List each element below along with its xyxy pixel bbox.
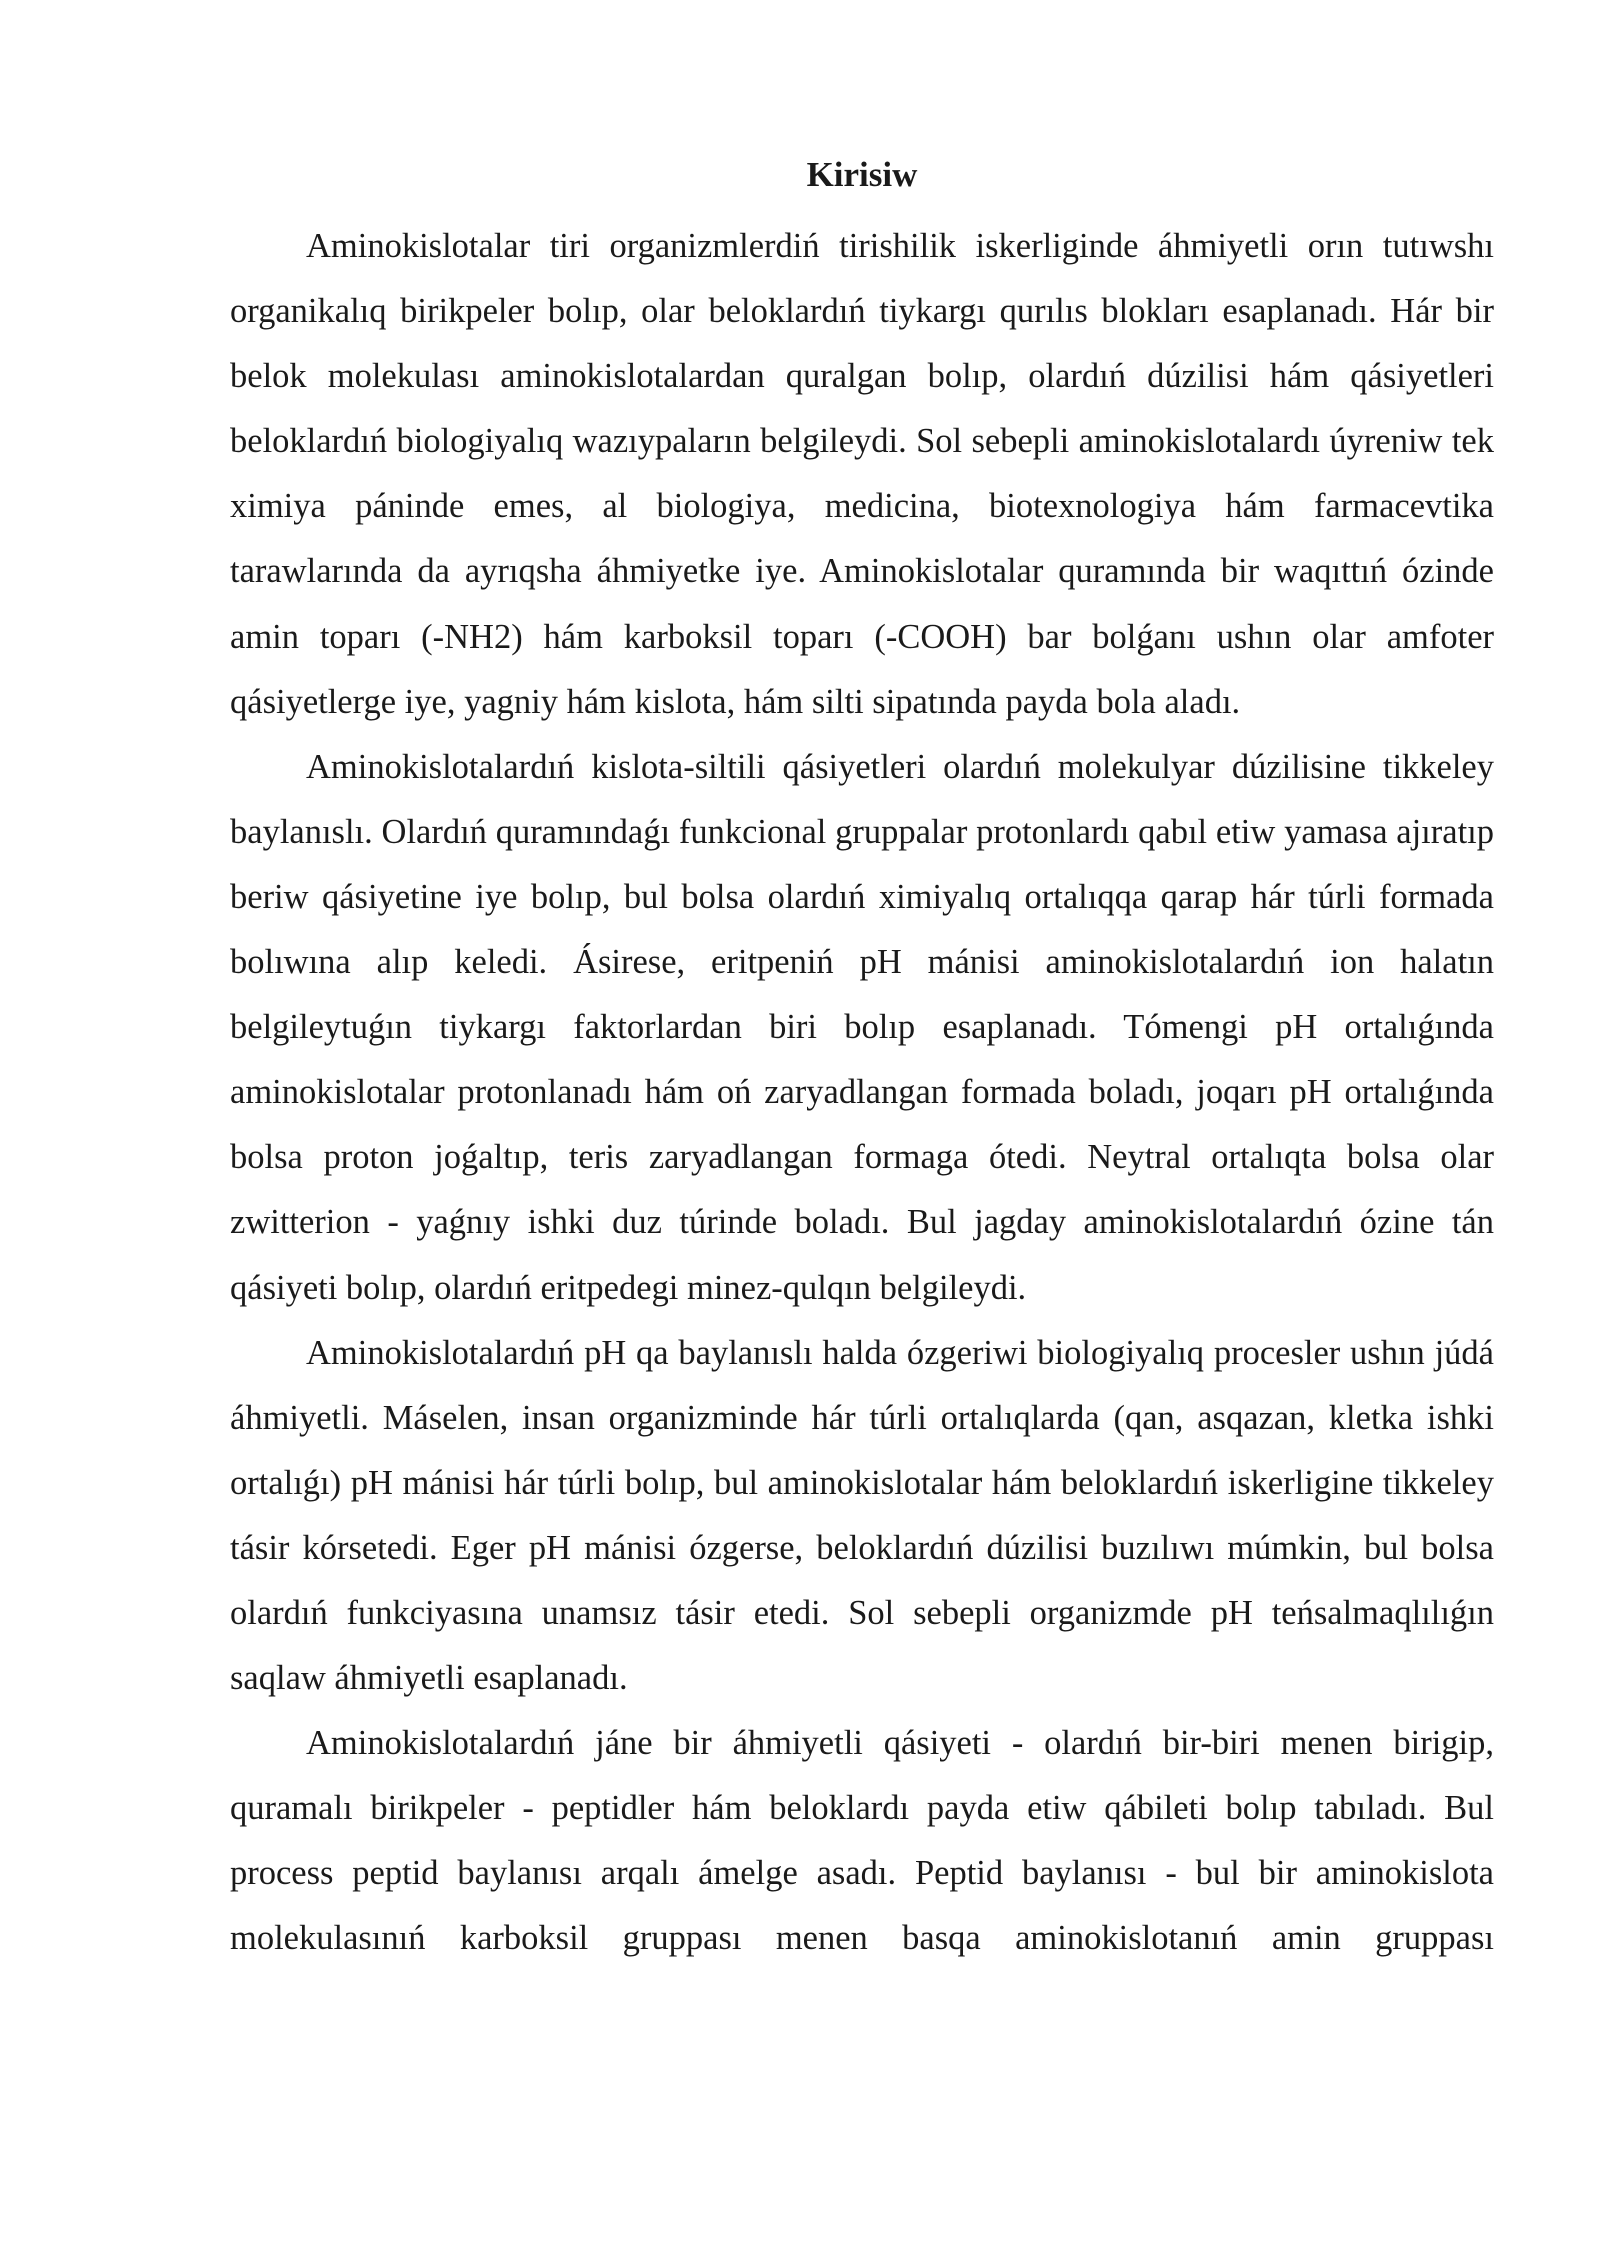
document-body xyxy=(230,214,1494,1972)
paragraph-3: Aminokislotalardıń pH qa baylanıslı halda ózgeriwi biologiyalıq procesler ushın júdá áhmiyetli. Máselen, insan organizminde hár túrli ortalıqlarda (qan, asqazan, kletka ishki ortalıǵı) pH mánisi hár túrli bolıp, bul aminokislotalar hám beloklardıń iskerligine tikkeley tásir kórsetedi. Eger pH mánisi ózgerse, beloklardıń dúzilisi buzılıwı múmkin, bul bolsa olardıń funkciyasına unamsız tásir etedi. Sol sebepli organizmde pH teńsalmaqlılıǵın saqlaw áhmiyetli esaplanadı. xyxy=(230,1333,1494,1698)
paragraph-2: Aminokislotalardıń kislota-siltili qásiyetleri olardıń molekulyar dúzilisine tikkeley baylanıslı. Olardıń quramındaǵı funkcional gruppalar protonlardı qabıl etiw yamasa ajıratıp beriw qásiyetine iye bolıp, bul bolsa olardıń ximiyalıq ortalıqqa qarap hár túrli formada bolıwına alıp keledi. Ásirese, eritpeniń pH mánisi aminokislotalardıń ion halatın belgileytuǵın tiykargı faktorlardan biri bolıp esaplanadı. Tómengi pH ortalıǵında aminokislotalar protonlanadı hám oń zaryadlangan formada boladı, joqarı pH ortalıǵında bolsa proton joǵaltıp, teris zaryadlangan formaga ótedi. Neytral ortalıqta bolsa olar zwitterion - yaǵnıy ishki duz túrinde boladı. Bul jagday aminokislotalardıń ózine tán qásiyeti bolıp, olardıń eritpedegi minez-qulqın belgileydi. xyxy=(230,747,1494,1307)
document-title: Kirisiw xyxy=(806,155,918,194)
paragraph-1: Aminokislotalar tiri organizmlerdiń tirishilik iskerliginde áhmiyetli orın tutıwshı organikalıq birikpeler bolıp, olar beloklardıń tiykargı qurılıs blokları esaplanadı. Hár bir belok molekulası aminokislotalardan quralgan bolıp, olardıń dúzilisi hám qásiyetleri beloklardıń biologiyalıq wazıypaların belgileydi. Sol sebepli aminokislotalardı úyreniw tek ximiya páninde emes, al biologiya, medicina, biotexnologiya hám farmacevtika tarawlarında da ayrıqsha áhmiyetke iye. Aminokislotalar quramında bir waqıttıń ózinde amin toparı (-NH2) hám karboksil toparı (-COOH) bar bolǵanı ushın olar amfoter qásiyetlerge iye, yagniy hám kislota, hám silti sipatında payda bola aladı. xyxy=(230,227,1494,721)
paragraph-4: Aminokislotalardıń jáne bir áhmiyetli qásiyeti - olardıń bir-biri menen birigip, quramalı birikpeler - peptidler hám beloklardı payda etiw qábileti bolıp tabıladı. Bul process peptid baylanısı arqalı ámelge asadı. Peptid baylanısı - bul bir aminokislota molekulasınıń karboksil gruppası menen basqa aminokislotanıń amin gruppası xyxy=(230,1724,1494,1958)
